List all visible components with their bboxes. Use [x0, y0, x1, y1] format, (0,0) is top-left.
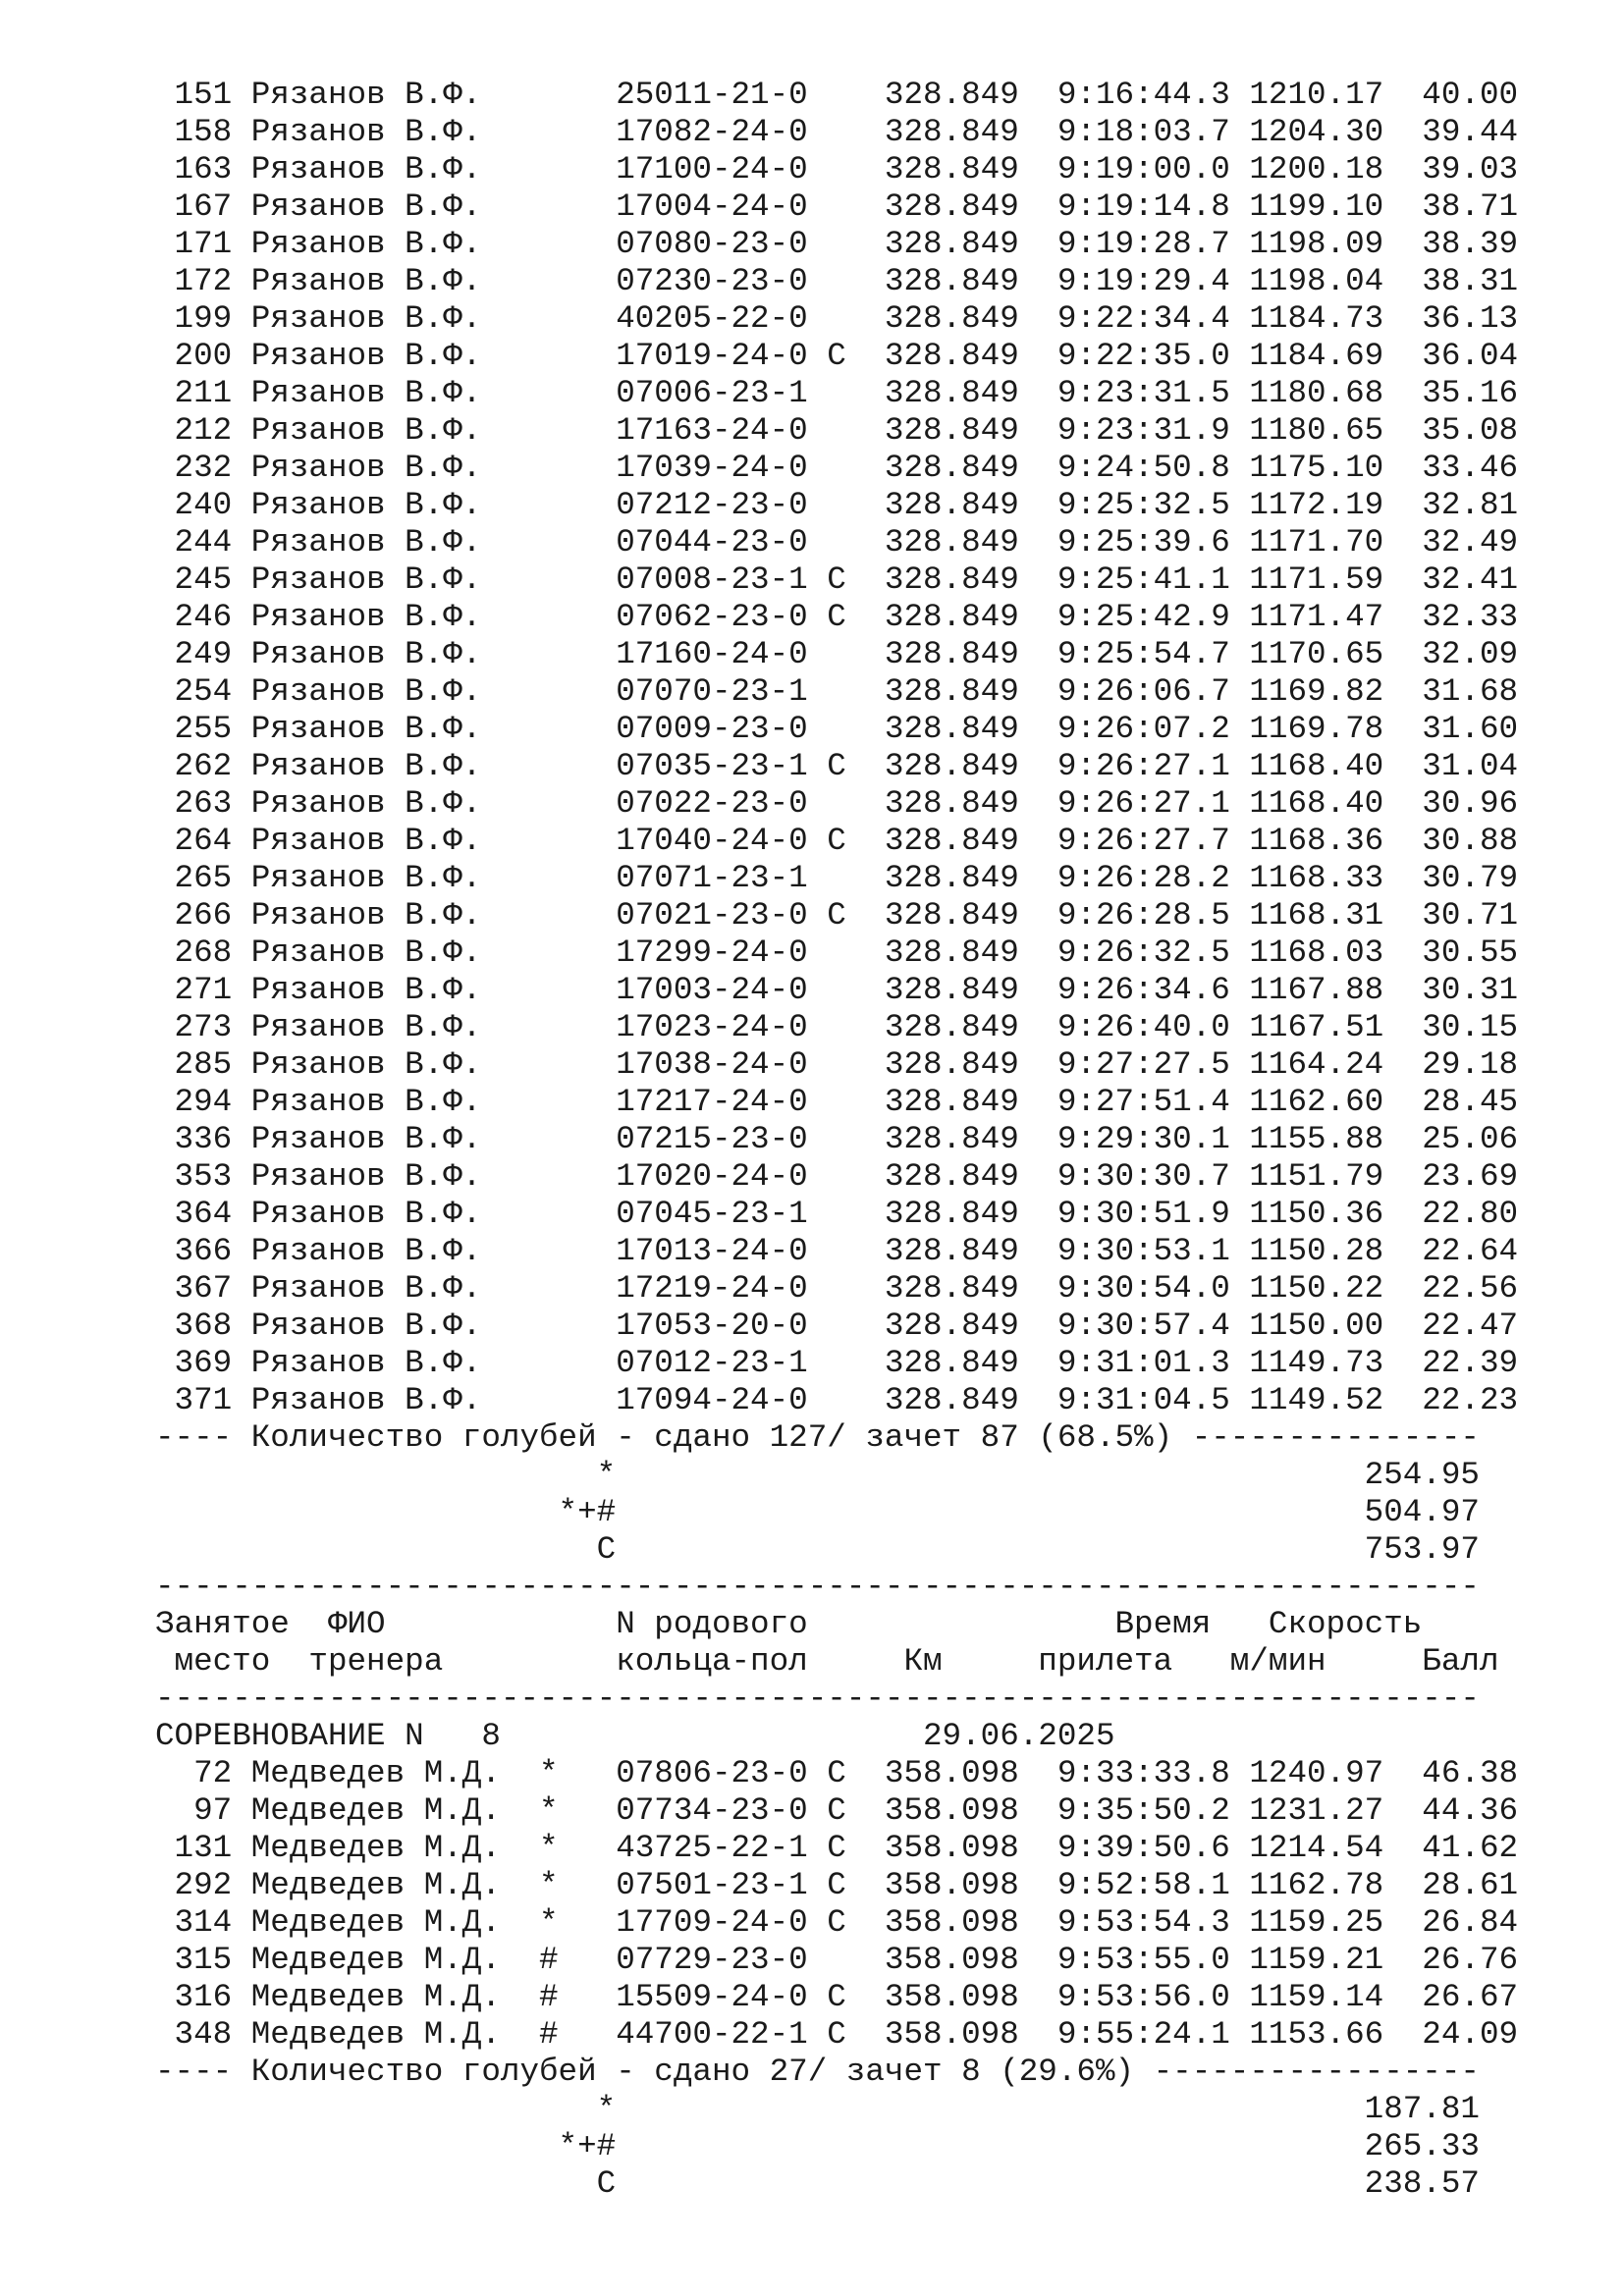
table-row: 265 Рязанов В.Ф. 07071-23-1 328.849 9:26:28.2 1168.33 30.79 [155, 860, 1519, 896]
separator-line: --------------------------------------------------------------------- [155, 1569, 1480, 1605]
table-row: 172 Рязанов В.Ф. 07230-23-0 328.849 9:19:29.4 1198.04 38.31 [155, 263, 1519, 299]
table-row: 316 Медведев М.Д. # 15509-24-0 C 358.098 9:53:56.0 1159.14 26.67 [155, 1979, 1519, 2015]
table-row: 151 Рязанов В.Ф. 25011-21-0 328.849 9:16:44.3 1210.17 40.00 [155, 77, 1519, 113]
table-row: 263 Рязанов В.Ф. 07022-23-0 328.849 9:26:27.1 1168.40 30.96 [155, 785, 1519, 822]
table-row: 262 Рязанов В.Ф. 07035-23-1 C 328.849 9:26:27.1 1168.40 31.04 [155, 748, 1519, 784]
table-row: 285 Рязанов В.Ф. 17038-24-0 328.849 9:27:27.5 1164.24 29.18 [155, 1046, 1519, 1083]
table-row: 353 Рязанов В.Ф. 17020-24-0 328.849 9:30:30.7 1151.79 23.69 [155, 1158, 1519, 1195]
table-row: 294 Рязанов В.Ф. 17217-24-0 328.849 9:27:51.4 1162.60 28.45 [155, 1084, 1519, 1120]
table-row: 131 Медведев М.Д. * 43725-22-1 C 358.098 9:39:50.6 1214.54 41.62 [155, 1830, 1519, 1866]
table-row: 232 Рязанов В.Ф. 17039-24-0 328.849 9:24:50.8 1175.10 33.46 [155, 450, 1519, 486]
table-row: 264 Рязанов В.Ф. 17040-24-0 C 328.849 9:26:27.7 1168.36 30.88 [155, 823, 1519, 859]
summary-line: ---- Количество голубей - сдано 27/ зачет 8 (29.6%) ----------------- [155, 2054, 1480, 2090]
table-row: 266 Рязанов В.Ф. 07021-23-0 C 328.849 9:26:28.5 1168.31 30.71 [155, 897, 1519, 934]
table-row: 314 Медведев М.Д. * 17709-24-0 C 358.098 9:53:54.3 1159.25 26.84 [155, 1904, 1519, 1941]
total-row: * 254.95 [155, 1457, 1480, 1493]
table-row: 249 Рязанов В.Ф. 17160-24-0 328.849 9:25:54.7 1170.65 32.09 [155, 636, 1519, 672]
table-row: 199 Рязанов В.Ф. 40205-22-0 328.849 9:22:34.4 1184.73 36.13 [155, 300, 1519, 337]
table-row: 371 Рязанов В.Ф. 17094-24-0 328.849 9:31:04.5 1149.52 22.23 [155, 1382, 1519, 1418]
table-row: 200 Рязанов В.Ф. 17019-24-0 C 328.849 9:22:35.0 1184.69 36.04 [155, 338, 1519, 374]
table-row: 292 Медведев М.Д. * 07501-23-1 C 358.098 9:52:58.1 1162.78 28.61 [155, 1867, 1519, 1903]
total-row: *+# 504.97 [155, 1494, 1480, 1530]
table-row: 167 Рязанов В.Ф. 17004-24-0 328.849 9:19:14.8 1199.10 38.71 [155, 188, 1519, 225]
table-row: 348 Медведев М.Д. # 44700-22-1 C 358.098 9:55:24.1 1153.66 24.09 [155, 2016, 1519, 2053]
column-header-row-1: Занятое ФИО N родового Время Скорость [155, 1606, 1423, 1642]
competition-title: СОРЕВНОВАНИЕ N 8 29.06.2025 [155, 1718, 1115, 1754]
table-row: 244 Рязанов В.Ф. 07044-23-0 328.849 9:25:39.6 1171.70 32.49 [155, 524, 1519, 561]
table-row: 254 Рязанов В.Ф. 07070-23-1 328.849 9:26:06.7 1169.82 31.68 [155, 673, 1519, 710]
table-row: 364 Рязанов В.Ф. 07045-23-1 328.849 9:30:51.9 1150.36 22.80 [155, 1196, 1519, 1232]
total-row: C 238.57 [155, 2165, 1480, 2202]
table-row: 367 Рязанов В.Ф. 17219-24-0 328.849 9:30:54.0 1150.22 22.56 [155, 1270, 1519, 1307]
table-row: 211 Рязанов В.Ф. 07006-23-1 328.849 9:23:31.5 1180.68 35.16 [155, 375, 1519, 411]
table-row: 97 Медведев М.Д. * 07734-23-0 C 358.098 9:35:50.2 1231.27 44.36 [155, 1792, 1519, 1829]
table-row: 212 Рязанов В.Ф. 17163-24-0 328.849 9:23:31.9 1180.65 35.08 [155, 412, 1519, 449]
results-document [155, 77, 1518, 2203]
table-row: 171 Рязанов В.Ф. 07080-23-0 328.849 9:19:28.7 1198.09 38.39 [155, 226, 1519, 262]
table-row: 240 Рязанов В.Ф. 07212-23-0 328.849 9:25:32.5 1172.19 32.81 [155, 487, 1519, 523]
table-row: 72 Медведев М.Д. * 07806-23-0 C 358.098 9:33:33.8 1240.97 46.38 [155, 1755, 1519, 1791]
column-header-row-2: место тренера кольца-пол Км прилета м/мин Балл [155, 1643, 1499, 1680]
total-row: * 187.81 [155, 2091, 1480, 2127]
table-row: 273 Рязанов В.Ф. 17023-24-0 328.849 9:26:40.0 1167.51 30.15 [155, 1009, 1519, 1045]
table-row: 268 Рязанов В.Ф. 17299-24-0 328.849 9:26:32.5 1168.03 30.55 [155, 934, 1519, 971]
table-row: 158 Рязанов В.Ф. 17082-24-0 328.849 9:18:03.7 1204.30 39.44 [155, 114, 1519, 150]
table-row: 368 Рязанов В.Ф. 17053-20-0 328.849 9:30:57.4 1150.00 22.47 [155, 1308, 1519, 1344]
table-row: 163 Рязанов В.Ф. 17100-24-0 328.849 9:19:00.0 1200.18 39.03 [155, 151, 1519, 187]
table-row: 369 Рязанов В.Ф. 07012-23-1 328.849 9:31:01.3 1149.73 22.39 [155, 1345, 1519, 1381]
summary-line: ---- Количество голубей - сдано 127/ зачет 87 (68.5%) --------------- [155, 1419, 1480, 1456]
table-row: 245 Рязанов В.Ф. 07008-23-1 C 328.849 9:25:41.1 1171.59 32.41 [155, 561, 1519, 598]
table-row: 315 Медведев М.Д. # 07729-23-0 358.098 9:53:55.0 1159.21 26.76 [155, 1942, 1519, 1978]
total-row: C 753.97 [155, 1531, 1480, 1568]
table-row: 255 Рязанов В.Ф. 07009-23-0 328.849 9:26:07.2 1169.78 31.60 [155, 711, 1519, 747]
separator-line: --------------------------------------------------------------------- [155, 1681, 1480, 1717]
table-row: 271 Рязанов В.Ф. 17003-24-0 328.849 9:26:34.6 1167.88 30.31 [155, 972, 1519, 1008]
table-row: 336 Рязанов В.Ф. 07215-23-0 328.849 9:29:30.1 1155.88 25.06 [155, 1121, 1519, 1157]
table-row: 246 Рязанов В.Ф. 07062-23-0 C 328.849 9:25:42.9 1171.47 32.33 [155, 599, 1519, 635]
total-row: *+# 265.33 [155, 2128, 1480, 2164]
table-row: 366 Рязанов В.Ф. 17013-24-0 328.849 9:30:53.1 1150.28 22.64 [155, 1233, 1519, 1269]
